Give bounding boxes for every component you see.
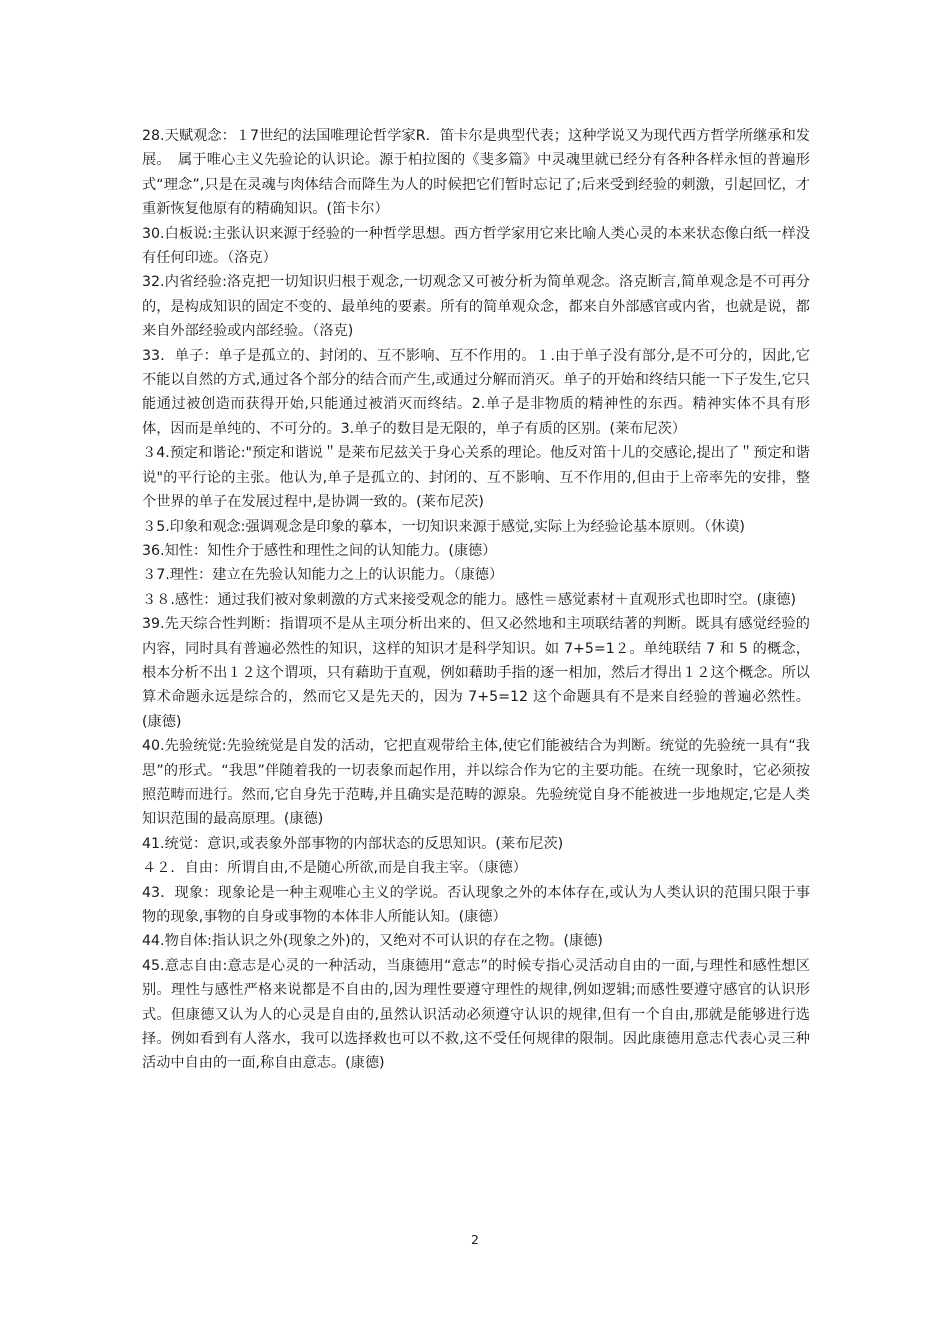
entry-40-transcendental-apperception: 40.先验统觉:先验统觉是自发的活动，它把直观带给主体,使它们能被结合为判断。统觉的先验统一具有“我思”的形式。“我思”伴随着我的一切表象而起作用，并以综合作为它的主要功能。在统一现象时，它必须按照范畴而进行。然而,它自身先于范畴,并且确实是范畴的源泉。先验统觉自身不能被进一步地规定,它是人类知识范围的最高原理。(康德) — [142, 738, 810, 828]
entry-39-synthetic-a-priori: 39.先天综合性判断：指谓项不是从主项分析出来的、但又必然地和主项联结著的判断。既具有感觉经验的内容，同时具有普遍必然性的知识，这样的知识才是科学知识。如 7+5=1２。单纯联结 7 和 5 的概念，根本分析不出１２这个谓项，只有藉助于直观，例如藉助手指的逐一相加，然后才得出１２这个概念。所以算术命题永远是综合的，然而它又是先天的，因为 7+5=12 这个命题具有不是来自经验的普遍必然性。(康德) — [142, 616, 810, 730]
entry-28-innate-ideas: 28.天赋观念：１7世纪的法国唯理论哲学家R．笛卡尔是典型代表；这种学说又为现代西方哲学所继承和发展。 属于唯心主义先验论的认识论。源于柏拉图的《斐多篇》中灵魂里就已经分有各种各样永恒的普遍形式“理念”,只是在灵魂与肉体结合而降生为人的时候把它们暂时忘记了;后来受到经验的刺激，引起回忆，才重新恢复他原有的精确知识。(笛卡尔） — [142, 128, 810, 218]
entry-45-free-will: 45.意志自由:意志是心灵的一种活动，当康德用“意志”的时候专指心灵活动自由的一面,与理性和感性想区别。理性与感性严格来说都是不自由的,因为理性要遵守理性的规律,例如逻辑;而感性要遵守感官的认识形式。但康德又认为人的心灵是自由的,虽然认识活动必须遵守认识的规律,但有一个自由,那就是能够进行选择。例如看到有人落水，我可以选择救也可以不救,这不受任何规律的限制。因此康德用意志代表心灵三种活动中自由的一面,称自由意志。(康德) — [142, 957, 810, 1072]
entry-43-phenomenon: 43．现象：现象论是一种主观唯心主义的学说。否认现象之外的本体存在,或认为人类认识的范围只限于事物的现象,事物的自身或事物的本体非人所能认知。(康德） — [142, 884, 810, 925]
entry-32-introspective-experience: 32.内省经验:洛克把一切知识归根于观念,一切观念又可被分析为简单观念。洛克断言,简单观念是不可再分的，是构成知识的固定不变的、最单纯的要素。所有的简单观众念，都来自外部感官或内省，也就是说，都来自外部经验或内部经验。（洛克) — [142, 274, 810, 340]
entry-41-apperception: 41.统觉：意识,或表象外部事物的内部状态的反思知识。(莱布尼茨) — [142, 835, 564, 852]
document-body — [142, 124, 810, 1076]
entry-33-monad: 33．单子：单子是孤立的、封闭的、互不影响、互不作用的。１.由于单子没有部分,是不可分的，因此,它不能以自然的方式,通过各个部分的结合而产生,或通过分解而消灭。单子的开始和终结只能一下子发生,它只能通过被创造而获得开始,只能通过被消灭而终结。2.单子是非物质的精神性的东西。精神实体不具有形体，因而是单纯的、不可分的。3.单子的数目是无限的，单子有质的区别。(莱布尼茨） — [142, 347, 810, 437]
entry-38-sensibility: ３８.感性：通过我们被对象刺激的方式来接受观念的能力。感性＝感觉素材＋直观形式也即时空。(康德) — [142, 591, 797, 608]
entry-42-freedom: ４２．自由：所谓自由,不是随心所欲,而是自我主宰。（康德） — [142, 860, 527, 877]
entry-44-thing-in-itself: 44.物自体:指认识之外(现象之外)的，又绝对不可认识的存在之物。(康德) — [142, 933, 603, 950]
entry-37-reason: ３7.理性：建立在先验认知能力之上的认识能力。（康德） — [142, 567, 504, 584]
page-number: 2 — [471, 1232, 479, 1247]
entry-34-preestablished-harmony: ３4.预定和谐论:"预定和谐说＂是莱布尼兹关于身心关系的理论。他反对笛十儿的交感论,提出了＂预定和谐说"的平行论的主张。他认为,单子是孤立的、封闭的、互不影响、互不作用的,但由于上帝率先的安排，整个世界的单子在发展过程中,是协调一致的。(莱布尼茨) — [142, 445, 810, 511]
entry-35-impressions-and-ideas: ３5.印象和观念:强调观念是印象的摹本，一切知识来源于感觉,实际上为经验论基本原则。（休谟) — [142, 518, 745, 535]
entry-30-tabula-rasa: 30.白板说:主张认识来源于经验的一种哲学思想。西方哲学家用它来比喻人类心灵的本来状态像白纸一样没有任何印迹。（洛克） — [142, 225, 810, 267]
entry-36-understanding: 36.知性：知性介于感性和理性之间的认知能力。(康德） — [142, 542, 497, 559]
